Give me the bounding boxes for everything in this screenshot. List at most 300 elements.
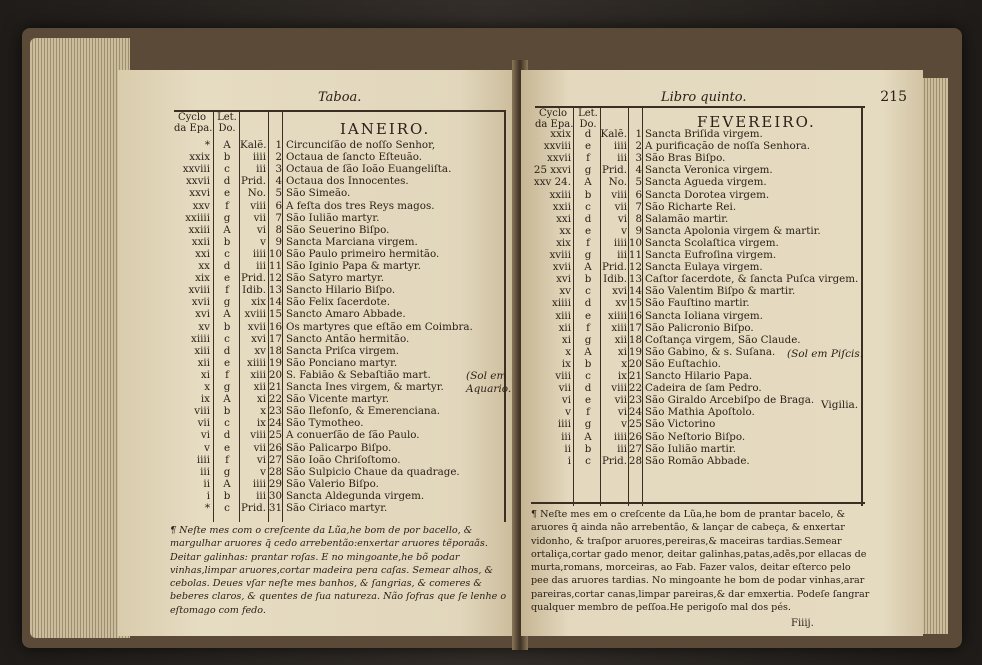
cell-kal: iii xyxy=(617,442,627,455)
cell-letra: f xyxy=(586,236,590,249)
cell-letra: g xyxy=(223,381,231,393)
cell-letra: e xyxy=(223,272,231,285)
cell-text: Salamão martir. xyxy=(645,212,729,225)
cell-text: Sancta Dorotea virgem. xyxy=(645,188,770,201)
cell-cyclo: xvii xyxy=(191,296,210,309)
cell-day: 27 xyxy=(628,442,642,455)
cell-letra: b xyxy=(584,188,592,201)
cell-cyclo: * xyxy=(204,139,210,151)
cell-cyclo: xx xyxy=(559,224,571,237)
cell-day: 31 xyxy=(268,502,282,514)
cell-cyclo: xv xyxy=(559,285,571,298)
cell-cyclo: iiii xyxy=(557,418,571,431)
cell-kal: iii xyxy=(617,152,627,165)
cell-day: 11 xyxy=(268,260,282,272)
cell-kal: iii xyxy=(256,260,266,272)
cell-day: 23 xyxy=(268,405,282,418)
vigil-note: Vigilia. xyxy=(821,399,859,411)
col-rule xyxy=(642,106,643,506)
cell-cyclo: xxvii xyxy=(546,152,571,165)
cell-day: 3 xyxy=(635,152,642,165)
cell-cyclo: xxix xyxy=(550,128,571,140)
cell-kal: xiii xyxy=(611,321,627,334)
cell-kal: Prid. xyxy=(240,502,266,514)
cell-cyclo: xxiii xyxy=(549,188,571,201)
cell-kal: x xyxy=(621,357,627,370)
page-edges-left xyxy=(30,38,130,638)
cell-day: 19 xyxy=(628,345,642,358)
cell-day: 11 xyxy=(628,249,642,261)
cell-cyclo: v xyxy=(204,441,210,454)
cell-cyclo: xix xyxy=(195,272,210,285)
cell-letra: c xyxy=(224,247,230,260)
col-rule xyxy=(213,110,214,522)
cell-text: Octaua de ſancto Eſteuão. xyxy=(286,151,423,164)
cell-cyclo: xix xyxy=(556,236,571,249)
cell-kal: Idib. xyxy=(603,273,627,286)
cell-kal: xv xyxy=(615,297,627,310)
cell-letra: c xyxy=(585,370,591,382)
cell-day: 10 xyxy=(268,247,282,260)
cell-kal: vi xyxy=(256,223,266,236)
cell-kal: xix xyxy=(251,296,266,309)
col-rule xyxy=(504,110,506,522)
cell-kal: No. xyxy=(247,187,266,200)
cell-letra: A xyxy=(584,345,592,358)
cell-kal: iii xyxy=(256,163,266,176)
cell-kal: xii xyxy=(253,381,266,393)
cell-text: São Palicronio Biſpo. xyxy=(645,321,754,334)
cell-text: São Giraldo Arcebiſpo de Braga. xyxy=(645,394,815,407)
cell-letra: f xyxy=(586,152,590,165)
cell-kal: viii xyxy=(611,188,627,201)
cell-letra: c xyxy=(585,200,591,213)
cell-letra: e xyxy=(584,224,592,237)
cell-text: Sancta Scolaſtica virgem. xyxy=(645,236,779,249)
cell-letra: e xyxy=(584,309,592,322)
footnote-right: ¶ Neſte mes em o creſcente da Lũa,he bom de prantar bacelo, & aruores q̃ ainda não arrebentão, & lançar de cabeça, & enxertar vidonho, & traſpor aruores,pereiras,& maceiras tardias.Semear ortaliça,cortar gado menor, deitar galinhas,patas,adẽs,por ellacas de murta,romans, morceiras, ao Fab. Fazer valos, deitar eſterco pelo pee das aruores tardias. No mingoante he bom de podar vinhas,arar pareiras,cortar canas,limpar pareiras,& dar emxertia. Podeſe ſangrar qualquer membro de peſſoa.He perigoſo mal dos pés. xyxy=(531,509,870,614)
cell-kal: vi xyxy=(617,212,627,225)
cell-kal: xiii xyxy=(250,368,266,381)
cell-kal: viii xyxy=(250,199,266,212)
cell-day: 3 xyxy=(275,163,282,176)
cell-letra: b xyxy=(223,151,231,164)
cell-day: 27 xyxy=(268,453,282,466)
cell-day: 22 xyxy=(628,382,642,395)
cell-letra: g xyxy=(223,296,231,309)
cell-letra: c xyxy=(224,502,230,514)
cell-kal: iii xyxy=(617,249,627,261)
cell-letra: e xyxy=(584,394,592,407)
running-head-right: Libro quinto. xyxy=(661,90,747,105)
cell-text: S. Fabião & Sebaſtião mart. xyxy=(286,368,431,381)
cell-text: São Euſtachio. xyxy=(645,357,721,370)
cell-letra: d xyxy=(584,128,592,140)
cell-day: 21 xyxy=(628,370,642,382)
cell-day: 4 xyxy=(635,164,642,177)
cell-letra: c xyxy=(224,163,230,176)
cell-day: 6 xyxy=(275,199,282,212)
cell-kal: xiiii xyxy=(247,356,266,369)
cell-letra: g xyxy=(223,211,231,224)
cell-text: Sancto Antão hermitão. xyxy=(286,332,410,345)
cell-cyclo: ii xyxy=(564,442,571,455)
signature-mark: Fiiij. xyxy=(791,618,814,629)
cell-kal: xv xyxy=(254,344,266,357)
cell-text: São Richarte Rei. xyxy=(645,200,737,213)
cell-letra: c xyxy=(224,332,230,345)
cell-cyclo: * xyxy=(204,502,210,514)
cell-letra: A xyxy=(223,139,231,151)
cell-kal: xii xyxy=(614,333,627,346)
cell-letra: b xyxy=(584,357,592,370)
cell-kal: iii xyxy=(256,489,266,502)
cell-cyclo: xxii xyxy=(552,200,571,213)
cell-kal: vii xyxy=(614,200,627,213)
month-title-right: FEVEREIRO. xyxy=(697,113,816,131)
col-header-cyclo: Cyclo da Epa. xyxy=(535,108,574,130)
cell-text: São Paulo primeiro hermitão. xyxy=(286,247,440,260)
cell-text: Sancta Apolonia virgem & martir. xyxy=(645,224,821,237)
cell-kal: vi xyxy=(617,406,627,419)
cell-cyclo: xxvi xyxy=(189,187,210,200)
cell-cyclo: vi xyxy=(200,429,210,442)
cell-day: 26 xyxy=(628,430,642,443)
cell-letra: e xyxy=(223,187,231,200)
cell-cyclo: iiii xyxy=(196,453,210,466)
cell-text: Sancta Ioliana virgem. xyxy=(645,309,763,322)
cell-text: São Iulião martir. xyxy=(645,442,736,455)
page-edges-right xyxy=(922,78,948,634)
running-head-left: Taboa. xyxy=(318,90,362,105)
cell-day: 2 xyxy=(275,151,282,164)
cell-letra: d xyxy=(223,429,231,442)
cell-day: 6 xyxy=(635,188,642,201)
page-number: 215 xyxy=(880,89,907,105)
cell-text: Sancto Hilario Biſpo. xyxy=(286,284,396,297)
cell-kal: Idib. xyxy=(242,284,266,297)
cell-text: São Seuerino Biſpo. xyxy=(286,223,390,236)
cell-kal: v xyxy=(260,235,266,248)
cell-day: 5 xyxy=(635,176,642,189)
cell-kal: ix xyxy=(617,370,627,382)
cell-cyclo: xii xyxy=(558,321,571,334)
cell-cyclo: xxvii xyxy=(185,175,210,188)
cell-day: 18 xyxy=(628,333,642,346)
cell-cyclo: viii xyxy=(194,405,210,418)
cell-cyclo: xxv 24. xyxy=(533,176,571,189)
cell-text: São Neſtorio Biſpo. xyxy=(645,430,746,443)
cell-text: Caſtor ſacerdote, & ſancta Puſca virgem. xyxy=(645,273,859,286)
cell-cyclo: xi xyxy=(561,333,571,346)
cell-day: 16 xyxy=(628,309,642,322)
cell-day: 25 xyxy=(628,418,642,431)
cell-day: 9 xyxy=(635,224,642,237)
cell-cyclo: xx xyxy=(198,260,210,272)
cell-day: 16 xyxy=(268,320,282,333)
cell-text: São Valentim Biſpo & martir. xyxy=(645,285,796,298)
cell-letra: A xyxy=(584,261,592,274)
cell-text: Octaua de ſão Ioão Euangeliſta. xyxy=(286,163,452,176)
cell-cyclo: viii xyxy=(555,370,571,382)
cell-kal: Kalẽ. xyxy=(600,128,627,140)
cell-day: 7 xyxy=(635,200,642,213)
cell-letra: f xyxy=(586,406,590,419)
cell-letra: c xyxy=(224,417,230,430)
cell-text: Sancta Eufroſina virgem. xyxy=(645,249,777,261)
cell-letra: c xyxy=(585,454,591,467)
footnote-rule xyxy=(531,502,865,504)
cell-kal: vii xyxy=(253,211,266,224)
cell-text: Sancta Aldegunda virgem. xyxy=(286,489,425,502)
cell-kal: iiii xyxy=(252,151,266,164)
cell-kal: x xyxy=(260,405,266,418)
cell-day: 10 xyxy=(628,236,642,249)
cell-text: Sancta Veronica virgem. xyxy=(645,164,773,177)
left-page xyxy=(118,70,520,636)
cell-day: 26 xyxy=(268,441,282,454)
cell-letra: A xyxy=(223,477,231,490)
cell-cyclo: xiii xyxy=(555,309,571,322)
col-rule xyxy=(573,106,574,506)
cell-kal: vii xyxy=(253,441,266,454)
cell-kal: Prid. xyxy=(240,272,266,285)
cell-text: São Ponciano martyr. xyxy=(286,356,398,369)
col-rule xyxy=(861,106,863,506)
cell-kal: xvi xyxy=(251,332,266,345)
cell-cyclo: xvii xyxy=(552,261,571,274)
col-header-letra: Let. Do. xyxy=(217,112,237,134)
cell-day: 2 xyxy=(635,140,642,153)
cell-day: 21 xyxy=(268,381,282,393)
cell-day: 28 xyxy=(268,465,282,478)
cell-kal: xi xyxy=(256,393,266,406)
cell-kal: xvi xyxy=(612,285,627,298)
cell-kal: vi xyxy=(256,453,266,466)
right-page xyxy=(521,70,923,636)
cell-text: São Vicente martyr. xyxy=(286,393,390,406)
cell-day: 9 xyxy=(275,235,282,248)
cell-day: 13 xyxy=(628,273,642,286)
cell-cyclo: xii xyxy=(197,356,210,369)
cell-letra: f xyxy=(225,368,229,381)
cell-text: São Iulião martyr. xyxy=(286,211,380,224)
cell-kal: iiii xyxy=(613,430,627,443)
cell-day: 1 xyxy=(275,139,282,151)
cell-letra: c xyxy=(585,285,591,298)
cell-day: 20 xyxy=(628,357,642,370)
cell-text: São Iginio Papa & martyr. xyxy=(286,260,421,272)
cell-text: Sancta Marciana virgem. xyxy=(286,235,418,248)
cell-letra: b xyxy=(584,442,592,455)
cell-text: Circunciſão de noſſo Senhor, xyxy=(286,139,436,151)
cell-cyclo: xxi xyxy=(195,247,210,260)
cell-cyclo: xiiii xyxy=(191,332,210,345)
cell-text: São Fauſtino martir. xyxy=(645,297,750,310)
cell-kal: viii xyxy=(250,429,266,442)
cell-cyclo: xxii xyxy=(191,235,210,248)
cell-text: São Satyro martyr. xyxy=(286,272,385,285)
cell-letra: e xyxy=(584,140,592,153)
cell-cyclo: v xyxy=(565,406,571,419)
cell-cyclo: ix xyxy=(561,357,571,370)
cell-letra: g xyxy=(223,465,231,478)
cell-text: A conuerſão de ſão Paulo. xyxy=(286,429,420,442)
sun-sign-note-right: (Sol em Piſcis. xyxy=(787,348,864,360)
cell-letra: e xyxy=(223,441,231,454)
cell-cyclo: xiii xyxy=(194,344,210,357)
cell-letra: A xyxy=(584,430,592,443)
cell-letra: A xyxy=(584,176,592,189)
cell-cyclo: xv xyxy=(198,320,210,333)
cell-cyclo: 25 xxvi xyxy=(533,164,571,177)
cell-day: 25 xyxy=(268,429,282,442)
cell-cyclo: i xyxy=(567,454,571,467)
cell-day: 22 xyxy=(268,393,282,406)
cell-letra: d xyxy=(584,382,592,395)
cell-cyclo: vii xyxy=(197,417,210,430)
cell-day: 13 xyxy=(268,284,282,297)
cell-cyclo: xviii xyxy=(188,284,210,297)
cell-cyclo: xvi xyxy=(556,273,571,286)
cell-day: 4 xyxy=(275,175,282,188)
cell-letra: d xyxy=(584,212,592,225)
cell-letra: b xyxy=(584,273,592,286)
cell-cyclo: x xyxy=(565,345,571,358)
cell-text: Sancto Amaro Abbade. xyxy=(286,308,406,321)
col-header-letra: Let. Do. xyxy=(578,108,598,130)
cell-day: 8 xyxy=(275,223,282,236)
cell-kal: v xyxy=(621,418,627,431)
cell-text: Sancta Eulaya virgem. xyxy=(645,261,763,274)
cell-kal: viii xyxy=(611,382,627,395)
cell-cyclo: xxv xyxy=(192,199,210,212)
cell-text: São Valerio Biſpo. xyxy=(286,477,379,490)
cell-letra: b xyxy=(223,489,231,502)
cell-text: São Ioão Chriſoſtomo. xyxy=(286,453,401,466)
cell-day: 19 xyxy=(268,356,282,369)
cell-cyclo: iii xyxy=(200,465,210,478)
table-rule-top xyxy=(535,106,865,108)
cell-text: Octaua dos Innocentes. xyxy=(286,175,409,188)
cell-letra: f xyxy=(225,199,229,212)
cell-cyclo: iii xyxy=(561,430,571,443)
cell-day: 17 xyxy=(268,332,282,345)
cell-day: 18 xyxy=(268,344,282,357)
cell-cyclo: ii xyxy=(203,477,210,490)
cell-text: A purificação de noſſa Senhora. xyxy=(645,140,811,153)
cell-letra: g xyxy=(584,164,592,177)
cell-cyclo: xviii xyxy=(549,249,571,261)
col-header-cyclo: Cyclo da Epa. xyxy=(174,112,213,134)
cell-cyclo: i xyxy=(206,489,210,502)
sun-sign-note-left: (Sol em Aquario. xyxy=(466,370,512,395)
cell-day: 30 xyxy=(268,489,282,502)
cell-kal: ix xyxy=(256,417,266,430)
cell-day: 7 xyxy=(275,211,282,224)
cell-cyclo: xxix xyxy=(189,151,210,164)
cell-text: Sancto Hilario Papa. xyxy=(645,370,753,382)
cell-cyclo: xvi xyxy=(195,308,210,321)
cell-letra: A xyxy=(223,308,231,321)
cell-day: 29 xyxy=(268,477,282,490)
cell-cyclo: xxi xyxy=(556,212,571,225)
cell-kal: Prid. xyxy=(601,164,627,177)
cell-day: 8 xyxy=(635,212,642,225)
cell-letra: g xyxy=(584,418,592,431)
cell-day: 20 xyxy=(268,368,282,381)
cell-letra: d xyxy=(223,260,231,272)
cell-text: Sancta Agueda virgem. xyxy=(645,176,767,189)
cell-text: São Romão Abbade. xyxy=(645,454,750,467)
cell-day: 24 xyxy=(628,406,642,419)
cell-day: 14 xyxy=(268,296,282,309)
cell-text: São Felix ſacerdote. xyxy=(286,296,391,309)
cell-letra: d xyxy=(223,175,231,188)
cell-letra: b xyxy=(223,405,231,418)
cell-kal: Kalẽ. xyxy=(240,139,267,151)
cell-day: 1 xyxy=(635,128,642,140)
cell-letra: g xyxy=(584,333,592,346)
cell-text: Coſtança virgem, São Claude. xyxy=(645,333,801,346)
cell-letra: e xyxy=(223,356,231,369)
cell-kal: Prid. xyxy=(240,175,266,188)
cell-letra: A xyxy=(223,393,231,406)
cell-kal: iiii xyxy=(613,140,627,153)
cell-letra: g xyxy=(584,249,592,261)
cell-day: 12 xyxy=(628,261,642,274)
cell-kal: Prid. xyxy=(601,454,627,467)
cell-day: 5 xyxy=(275,187,282,200)
cell-letra: f xyxy=(586,321,590,334)
cell-kal: vii xyxy=(614,394,627,407)
cell-text: São Palicarpo Biſpo. xyxy=(286,441,392,454)
cell-letra: b xyxy=(223,235,231,248)
cell-day: 24 xyxy=(268,417,282,430)
cell-text: Cadeira de ſam Pedro. xyxy=(645,382,762,395)
cell-kal: Prid. xyxy=(601,261,627,274)
cell-letra: b xyxy=(223,320,231,333)
cell-kal: v xyxy=(621,224,627,237)
cell-letra: f xyxy=(225,453,229,466)
cell-cyclo: vii xyxy=(558,382,571,395)
cell-cyclo: xiiii xyxy=(552,297,571,310)
cell-text: Sancta Ines virgem, & martyr. xyxy=(286,381,444,393)
cell-day: 15 xyxy=(628,297,642,310)
cell-day: 15 xyxy=(268,308,282,321)
cell-kal: v xyxy=(260,465,266,478)
cell-text: São Gabino, & s. Suſana. xyxy=(645,345,776,358)
cell-text: Sancta Briſida virgem. xyxy=(645,128,763,140)
cell-text: São Sulpicio Chaue da quadrage. xyxy=(286,465,460,478)
footnote-left: ¶ Neſte mes com o creſcente da Lũa,he bom de por bacello, & margulhar aruores q̃ cedo arrebentão:enxertar aruores tẽporaãs. Deitar galinhas: prantar roſas. E no mingoante,he bõ podar vinhas,limpar aruores,cortar madeira pera caſas. Semear alhos, & cebolas. Deues vſar neſte mes banhos, & ſangrias, & comeres & beberes claros, & quentes de ſua natureza. Não ſofras que ſe lenhe o eſtomago com fedo. xyxy=(170,525,507,616)
cell-text: São Simeão. xyxy=(286,187,351,200)
cell-kal: xiiii xyxy=(608,309,627,322)
cell-letra: f xyxy=(225,284,229,297)
cell-cyclo: x xyxy=(204,381,210,393)
cell-cyclo: xi xyxy=(200,368,210,381)
cell-day: 17 xyxy=(628,321,642,334)
cell-text: São Ciriaco martyr. xyxy=(286,502,388,514)
cell-text: São Victorino xyxy=(645,418,716,431)
cell-text: São Mathia Apoſtolo. xyxy=(645,406,755,419)
cell-text: São Ilefonſo, & Emerenciana. xyxy=(286,405,441,418)
cell-cyclo: xxviii xyxy=(543,140,571,153)
cell-day: 23 xyxy=(628,394,642,407)
cell-cyclo: xxviii xyxy=(182,163,210,176)
cell-text: São Bras Biſpo. xyxy=(645,152,726,165)
cell-kal: xi xyxy=(617,345,627,358)
